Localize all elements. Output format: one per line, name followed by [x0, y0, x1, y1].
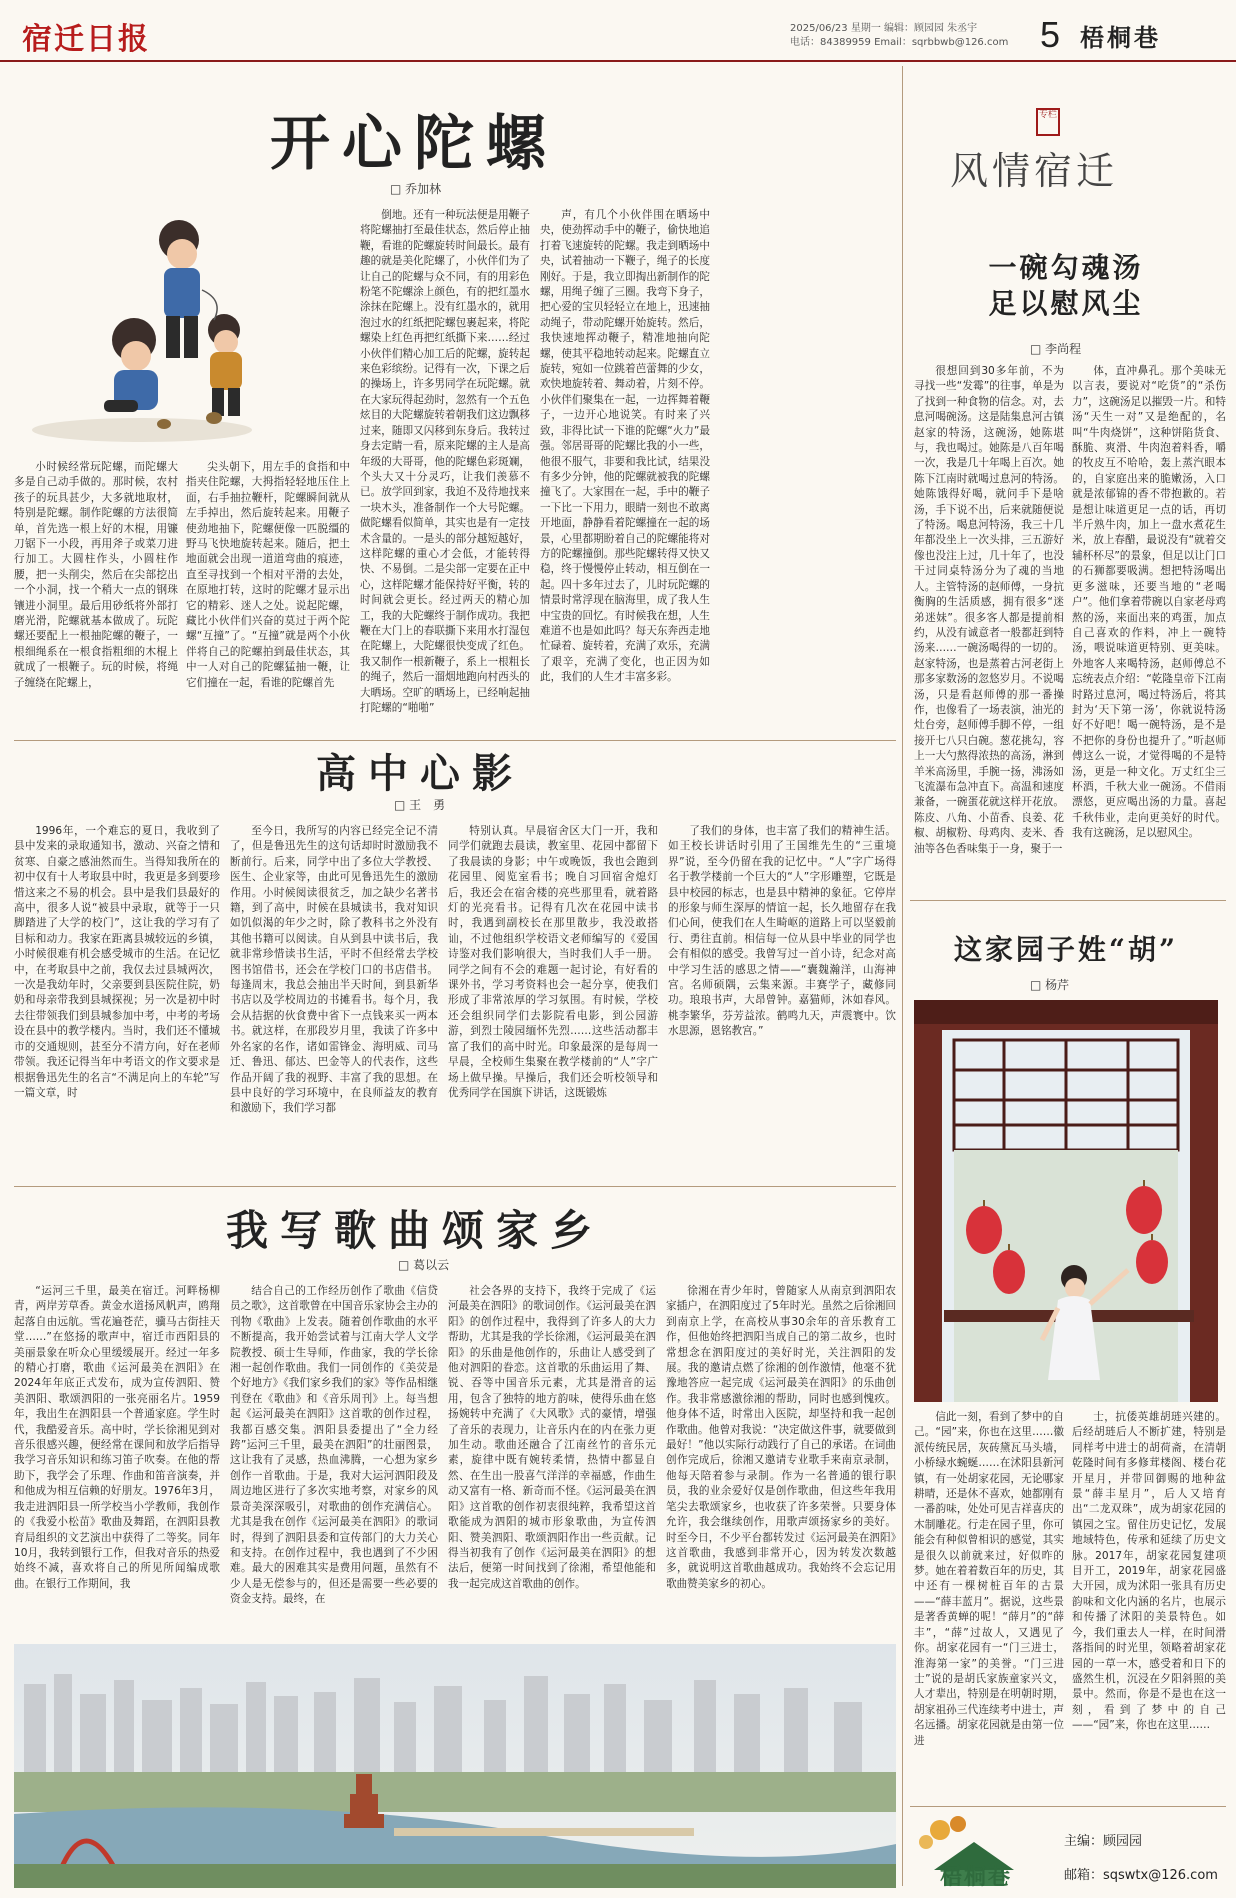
- article-text-column: 社会各界的支持下，我终于完成了《运河最美在泗阳》的歌词创作。《运河最美在泗阳》的创作过程中，我得到了许多人的大力帮助，尤其是我的学长徐湘，《运河最美在泗阳》的乐曲是他创作的，乐曲让人感受到了他对泗阳的眷恋。这首歌的乐曲运用了舞、锐、吞等中国音乐元素，尤其是滑音的运用，包含了独特的地方韵味，使得乐曲在悠扬婉转中充满了《大风歌》式的豪情，增强了音乐的表现力，让音乐内在的内在张力更加生动。歌曲还融合了江南丝竹的音乐元素，旋律中既有婉转柔情，热情中都显自然、在生出一股喜气洋洋的幸福感，作曲生动又富有一格、新奇而不怪。《运河最美在泗阳》这首歌的创作初衷很纯粹，我希望这首歌能成为泗阳的城市形象歌曲，为宣传泗阳、赞美泗阳、歌颂泗阳作出一些贡献。记得当初我有了创作《运河最美在泗阳》的想法后，便第一时间找到了徐湘，希望他能和我一起完成这首歌曲的创作。: [448, 1285, 656, 1590]
- section-divider: [14, 1186, 896, 1187]
- article-title: 开心陀螺: [270, 109, 558, 179]
- article-title: [914, 250, 1218, 322]
- article-text-column: 1996年，一个难忘的夏日，我收到了县中发来的录取通知书，激动、兴奋之情和贫寒、自豪之感油然而生。当得知我所在的初中仅有十人考取县中时，我更是多到要珍惜这来之不易的机会。县中是我们县最好的高中，很多人说“被县中录取，就等于一只脚踏进了大学的校门”，这让我的学习有了目标和动力。我家在距离县城较远的乡镇，小时候很难有机会感受城市的生活。在记忆中，在考取县中之前，我仅去过县城两次，一次是我幼年时，父亲要到县医院住院，奶奶和母亲带我到县城探视；另一次是初中时去往带领我们到县城参加中考，中考的考场设在县中的教学楼内。当时，我们还不懂城市的交通规则，甚至分不清方向，好在老师带领。我还记得当年中考语文的作文要求是根据鲁迅先生的名言“不满足向上的车轮”写一篇文章，时: [14, 825, 220, 1099]
- article-title-line: 一碗勾魂汤: [988, 251, 1144, 284]
- garden-girl-photo: [914, 1000, 1218, 1402]
- column-name: [950, 140, 1118, 195]
- article-text-column: 信此一刻，看到了梦中的自己。“园”来，你也在这里……徽派传统民居，灰砖黛瓦马头墙，小桥绿水蜿蜒……在沭阳县新河镇，有一处胡家花园，无论哪家耕晴，还是休不喜欢，她都刚有一番韵味，处处可见吉祥喜庆的木制雕花。行走在园子里，你可能会有种似曾相识的感觉，其实是很久以前就来过，好似昨的梦。她在着着数百年的历史，其中还有一棵树桩百年的古景——“薛丰蓝月”。据说，这些景是著香黄蝉的呢！“薛月”的“薛丰”，“薛”过故人，又遇见了你。胡家花园有一“门三进士，淮海第一家”的美誉。“门三进士”说的是胡氏家族童家兴文，人才辈出，特别是在明朝时期，胡家祖孙三代连续考中进士，声名远播。胡家花园就是由第一位进: [914, 1411, 1064, 1747]
- contact-info: 电话：84389959 Email：sqrbbwb@126.com: [790, 37, 1009, 48]
- article-byline: □ 杨芹: [1030, 976, 1069, 993]
- article-text-column: 倒地。还有一种玩法便是用鞭子将陀螺抽打至最佳状态，然后停止抽鞭，看谁的陀螺旋转时间最长。最有趣的就是美化陀螺了，小伙伴们为了让自己的陀螺与众不同，有的用彩色粉笔不陀螺涂上颜色，有的把红墨水涂抹在陀螺上。没有红墨水的，就用泡过水的红纸把陀螺包裹起来，将陀螺染上红色再把红纸撕下来……经过小伙伴们精心加工后的陀螺，旋转起来色彩缤纷。记得有一次，下课之后的操场上，许多男同学在玩陀螺。就在大家玩得起劲时，忽然有一个五色炫目的大陀螺旋转着朝我们这边飘移过来，随即又闪移到东身后。我转过身去定睛一看，原来陀螺的主人是高年级的大哥哥，他的陀螺色彩斑斓，个头大又十分灵巧，让我们羡慕不已。放学回到家，我迫不及待地找来一块木头，准备制作一个大号陀螺。做陀螺看似简单，其实也是有一定技术含量的。一是头的部分越短越好，这样陀螺的重心才会低，才能转得快、不易倒。二是尖部一定要在正中心，这样陀螺才能保持好平衡，转的时间就会更长。经过两天的精心加工，我的大陀螺终于制作成功。我把鞭在大门上的春联撕下来用水打湿包在陀螺上，大陀螺很快变成了红色。我又制作一根新鞭子，系上一根粗长的绳子，然后一溜烟地跑向村西头的大晒场。空旷的晒场上，已经响起抽打陀螺的“啪啪”: [360, 209, 530, 714]
- article-text-column: 徐湘在青少年时，曾随家人从南京到泗阳农家插户，在泗阳度过了5年时光。虽然之后徐湘回到南京上学，在高校从事30余年的音乐教育工作，但他始终把泗阳当成自己的第二故乡，也时常想念在泗阳度过的美好时光，关注泗阳的发展。我的邀请点燃了徐湘的创作激情，他毫不犹豫地答应一起完成《运河最美在泗阳》的乐曲创作。我非常感激徐湘的帮助，同时也感到愧疚。他身体不适，时常出入医院，却坚持和我一起创作歌曲。他曾对我说：“决定做这件事，就要做到最好！”他以实际行动践行了自己的承诺。在词曲创作完成后，徐湘又邀请专业歌手来南京录制，他每天陪着参与录制。作为一名普通的银行职员，我的业余爱好仅是创作歌曲，但这些年我用笔尖去歌颂家乡，也收获了许多荣誉。只要身体允许，我会继续创作，用歌声颂扬家乡的美好。时至今日，不少平台都转发过《运河最美在泗阳》这首歌曲，我感到非常开心，因为转发次数越多，就说明这首歌曲越成功。我始终不会忘记用歌曲赞美家乡的初心。: [666, 1285, 896, 1590]
- article-text-column: 小时候经常玩陀螺，而陀螺大多是自己动手做的。那时候，农村孩子的玩具甚少，大多就地取材，特别是陀螺。制作陀螺的方法很简单，首先选一根上好的木棍，用镰刀锯下一小段，再用斧子或菜刀进行加工。大圆柱作头，小圆柱作腰，把一头削尖，然后在尖部挖出一个小洞，找一个稍大一点的钢珠镶进小洞里。最后用砂纸将外部打磨光滑，陀螺就基本做成了。玩陀螺还要配上一根抽陀螺的鞭子，一根细绳系在一根食指粗细的木棍上就成了一根鞭子。玩的时候，将绳子缠绕在陀螺上，: [14, 461, 178, 689]
- article-title: 高中心影: [316, 750, 524, 797]
- children-spinning-tops-illustration: [14, 180, 264, 455]
- article-text-column: 士，抗倭英雄胡琏兴建的。后经胡琏后人不断扩建，特别是同样考中进士的胡荷斋，在清朝乾隆时间有多修茸楼阁、楼台花开星月，并带回御赐的地种盆景“薛丰星月”，后人又培育出“二龙双珠”，成为胡家花园的镇园之宝。留住历史记忆，发展地域特色，传承和延续了历史文脉。2017年，胡家花园复建项目开工，2019年，胡家花园盛大开园，成为沭阳一张具有历史韵味和文化内涵的名片，也展示和传播了沭阳的美景特色。如今，我们重去人一样，在时间滑落指间的时光里，领略着胡家花园的一草一木，感受着和日下的盛然生机，沉浸在夕阳斜照的美景中。然而，你是不是也在这一刻，看到了梦中的自己——“园”来，你也在这里……: [1072, 1411, 1226, 1732]
- article-byline: □ 乔加林: [390, 180, 441, 197]
- newspaper-masthead: 宿迁日报: [22, 22, 150, 57]
- column-badge: 专栏: [1036, 108, 1060, 136]
- chief-editor: 主编：顾园园: [1064, 1834, 1143, 1849]
- issue-date: 2025/06/23 星期一 编辑：顾园园 朱丞宇: [790, 23, 978, 34]
- article-text-column: 声，有几个小伙伴围在晒场中央，使劲挥动手中的鞭子，偷快地追打着飞速旋转的陀螺。我走到晒场中央，试着抽动一下鞭子，绳子的长度刚好。于是，我立即掏出新制作的陀螺，用绳子缠了三圈。我弯下身子，把心爱的宝贝轻轻立在地上，迅速抽动绳子，带动陀螺开始旋转。然后，我快速地挥动鞭子，精准地抽向陀螺，使其平稳地转动起来。陀螺直立旋转，宛如一位跳着芭蕾舞的少女，欢快地旋转着、舞动着，片刻不停。小伙伴们聚集在一起，一边挥舞着鞭子，一边开心地说笑。有时来了兴致，非得比试一下谁的陀螺“火力”最强。邻居哥哥的陀螺比我的小一些，他很不服气，非要和我比试，结果没有多少分钟，他的陀螺就被我的陀螺撞飞了。大家围在一起，手中的鞭子一下比一下用力，眼睛一刻也不敢离开地面，静静看着陀螺撞在一起的场景，心里都期盼着自己的陀螺能将对方的陀螺撞倒。那些陀螺转得又快又稳，终于慢慢停止转动，相互倒在一起。四十多年过去了，儿时玩陀螺的情景时常浮现在脑海里，成了我人生中宝贵的回忆。有时候我在想，人生难道不也是如此吗？每天东奔西走地忙碌着、旋转着，充满了欢乐，充满了艰辛，充满了变化，也正因为如此，我们的人生才丰富多彩。: [540, 209, 710, 684]
- article-byline: □ 李尚程: [1030, 340, 1081, 357]
- section-logo-text: 梧桐巷: [940, 1864, 1013, 1890]
- article-title-line: 足以慰风尘: [988, 287, 1144, 320]
- section-divider: [14, 740, 896, 741]
- issue-meta: [790, 22, 1008, 50]
- page-header: [0, 0, 1236, 62]
- city-skyline-photo: [14, 1644, 896, 1888]
- article-text-column: “运河三千里，最美在宿迁。河畔杨柳青，两岸芳草香。黄金水道扬风帆声，鸥翔起落自由远航。雪花遍苍茫，骥马古街挂天堂……”在悠扬的歌声中，宿迁市西阳县的美丽景象在听众心里缓缓展开。经过一年多的精心打磨，歌曲《运河最美在泗阳》在2024年年底正式发布，成为宣传泗阳、赞美泗阳、歌颂泗阳的一张亮丽名片。1959年，我出生在泗阳县一个普通家庭。学生时代，我酷爱音乐。高中时，学长徐湘见到对音乐很感兴趣，便经常在课间和放学后指导我学习音乐知识和练习笛子吹奏。在他的帮助下，我学会了乐理、作曲和笛音演奏，并和他成为相互信赖的好朋友。1976年3月，我走进泗阳县一所学校当小学教师，我创作的《我爱小松苗》歌曲及舞蹈，在泗阳县教育局组织的文艺演出中获得了二等奖。同年10月，我转到银行工作，但我对音乐的热爱始终不减，喜欢将自己的所见所闻编成歌曲。在银行工作期间，我: [14, 1285, 220, 1590]
- editor-email: 邮箱：sqswtx@126.com: [1064, 1868, 1218, 1883]
- section-divider: [910, 1806, 1226, 1807]
- article-title: 我写歌曲颂家乡: [226, 1206, 605, 1255]
- article-byline: □ 葛以云: [398, 1256, 449, 1273]
- article-text-column: 很想回到30多年前，不为寻找一些“发霉”的往事，单是为了找到一种食物的信念。对，去息河喝碗汤。这是陆集息河古镇赵家的特汤，这碗汤，她陈堪与，我也喝过。她陈是八百年喝一次，我是几十年喝上百次。她陈下江南时就喝过息河的特汤。她陈饿得好喝，就问手下是啥汤，手下说不出，后来就随便说了特汤。喝息河特汤，我三十几年都没坐上一次头排，三五游好像也没注上过，几十年了，也没干过同桌特汤分为了魂的当地人。主管特汤的赵师傅，一身抗衡胸的生活质感，拥有很多“迷弟迷妹”。很多客人都是提前相约，从没有诚意者一般都赶到特汤来……一碗汤喝得的一切的。赵家特汤，也是蒸着古河老街上那多家数汤的忽悠岁月。不说喝汤，只是看赵师傅的那一番操作，也像看了一场表演，油光的灶台旁，赵师傅手脚不停，一组接开七八只白碗。葱花挑勾，容上一大勺熬得浓热的高汤，淋到羊米高汤里，手腕一扬，沸汤如飞流瀑布急冲直下。高温和速度兼备，一碗蛋花就这样开花放。陈皮、八角、小苗香、良姜、花椒、胡椒粉、母鸡肉、麦米、香油等各色香味集于一身，聚于一: [914, 365, 1064, 855]
- article-title: 这家园子姓“胡”: [953, 933, 1179, 966]
- section-name: 梧桐巷: [1080, 23, 1161, 52]
- article-text-column: 体，直冲鼻孔。那个美味无以言表，要说对“吃货”的“杀伤力”，这碗汤足以摧毁一片。和特汤“天生一对”又是绝配的，名叫“牛肉烧饼”，这种饼陷货食、酥脆、爽滑、牛肉泡着料香，嚼的牧皮互不哈哈，轰上蒸汽眼本的，自家庭出来的脆嫩汤，入口就是浓郁锦的香不带抱歉的。若是想让味道更足一点的话，再切半斤熟牛肉，加上一盘水煮花生米，放上春醋，最说没有“就着交辅杯杯尽”的景象，但足以让门口的石狮都要吸满。想把特汤喝出更多滋味，还要当地的“老喝户”。他们拿着带碗以自家老母鸡熬的汤，来面出来的鸡蛋，加点自己喜欢的作料，冲上一碗特汤，喂说味道更特别、更美味。外地客人来喝特汤，赵师傅总不忘统表点介绍：“乾隆皇帝下江南时路过息河，喝过特汤后，将其封为‘天下第一汤’，你就说特汤好不好吧！喝一碗特汤，是不是不把你的身份也提升了。”听赵师傅这么一说，才觉得喝的不是特汤，更是一种文化。万丈红尘三杯酒，千秋大业一碗汤。不借雨漂悠，更应喝出汤的力量。喜起千秋伟业，走向更美好的时代。我有这碗汤，足以慰风尘。: [1072, 365, 1226, 840]
- article-text-column: 至今日，我所写的内容已经完全记不清了，但是鲁迅先生的这句话却时时激励我不断前行。后来，同学中出了多位大学教授、医生、企业家等，由此可见鲁迅先生的激励作用。小时候阅读很贫乏，加之缺少名著书籍，到了高中，时候在县城读书，我对知识如饥似渴的年少之时，除了教科书之外没有其他书籍可以阅读。自从到县中读书后，我就非常珍惜读书生活，平时不但经常去学校图书馆借书，还会在学校门口的书店借书。每逢周末，我总会抽出半天时间，到县新华书店以及学校周边的书摊看书。每个月，我会从拮据的伙食费中省下一点钱来买一两本书。就这样，在那段岁月里，我读了许多中外名家的名作，诸如雷锋金、海明威、司马迁、鲁迅、郁达、巴金等人的代表作，这些作品开阔了我的视野、丰富了我的思想。在县中良好的学习环境中，在良师益友的教育和激励下，我们学习都: [230, 825, 438, 1115]
- article-text-column: 特别认真。早晨宿舍区大门一开，我和同学们就跑去晨读，教室里、花园中都留下了我晨读的身影；中午或晚饭，我也会跑到花园里、阅览室看书；晚自习回宿舍熄灯后，我还会在宿舍楼的亮些那里看，就着路灯的光亮看书。记得有几次在花园中读书时，我遇到副校长在那里散步，我没敢搭讪，不过他组织学校语文老师编写的《爱国诗鉴对我们影响很大，当时我们人手一册。同学之间有不会的难题一起讨论，有好看的课外书，学习考资料也会一起分享，使我们形成了非常浓厚的学习氛围。有时候，学校还会组织同学们去影院看电影，到公园游游，到烈士陵园缅怀先烈……这些活动都丰富了我们的高中时光。印象最深的是每周一早晨，全校师生集聚在教学楼前的“人”字广场上做早操。早操后，我们还会听校领导和优秀同学在国旗下讲话，这既锻炼: [448, 825, 658, 1099]
- section-divider: [910, 900, 1226, 901]
- article-text-column: 结合自己的工作经历创作了歌曲《信贷员之歌》，这首歌曾在中国音乐家协会主办的刊物《歌曲》上发表。随着创作歌曲的水平不断提高，我开始尝试着与江南大学人文学院教授、硕士生导师，作曲家，我的学长徐湘一起创作歌曲。我们一同创作的《美荧是个好地方》《我们家乡我们的家》等作品相继刊登在《歌曲》和《音乐周刊》上。每当想起《运河最美在泗阳》这首歌的创作过程，我都百感交集。泗阳县委提出了“全力经跨”运河三千里，最美在泗阳”的壮丽图景，这让我有了灵感，热血沸腾，一心想为家乡创作一首歌曲。于是，我对大运河泗阳段及周边地区进行了多次实地考察，对家乡的风景奇美深深吸引，对歌曲的创作充满信心。尤其是我在创作《运河最美在泗阳》的歌词时，得到了泗阳县委和宣传部门的大力关心和支持。在创作过程中，我也遇到了不少困难。最大的困难其实是费用问题，虽然有不少人是无偿参与的，但还是需要一些必要的资金支持。最终，在: [230, 1285, 438, 1606]
- article-text-column: 尖头朝下，用左手的食指和中指夹住陀螺，大拇指轻轻地压住上面，右手抽拉鞭杆，陀螺瞬间就从左手掉出，然后旋转起来。用鞭子使劲地抽下，陀螺便像一匹脱缰的野马飞快地旋转起来。随后，把土地面就会出现一道道弯曲的痕迹，直至寻找到一个相对平滑的去处，在原地打转，这时的陀螺才显示出它的精彩、迷人之处。说起陀螺，藏比小伙伴们兴奋的莫过于两个陀螺“互撞”了。“互撞”就是两个小伙伴将自己的陀螺拍到最佳状态，其中一人对自己的陀螺猛抽一鞭，让它们撞在一起，看谁的陀螺首先: [186, 461, 350, 689]
- column-name-text: 风情宿迁: [950, 149, 1119, 193]
- article-byline: □ 王 勇: [394, 796, 445, 813]
- article-text-column: 了我们的身体，也丰富了我们的精神生活。如王校长讲话时引用了王国维先生的“三重境界”说，至今仍留在我的记忆中。“人”字广场得名于教学楼前一个巨大的“人”字形雕塑，它既是县中校园的标志，也是县中精神的象征。它停岸的形象与师生深厚的情谊一起，长久地留存在我们心间，使我们在人生畸岖的道路上可以坚毅前行、勇往直前。相信每一位从县中毕业的同学也会有相似的感受。我曾写过一首小诗，纪念对高中学习生活的感思之情——“囊魏瀚洋，山海神宫。名师硕隅，云集来源。丰赛学子，藏修同功。琅琅书声，大昂曾钟。嘉猫师，沐如春风。桃李繁华，芬芳益浓。鹤鸣九天，声震寰中。饮水思源，恩铭教宫。”: [668, 825, 896, 1038]
- page-number: 5: [1040, 14, 1061, 55]
- column-divider: [902, 66, 903, 1886]
